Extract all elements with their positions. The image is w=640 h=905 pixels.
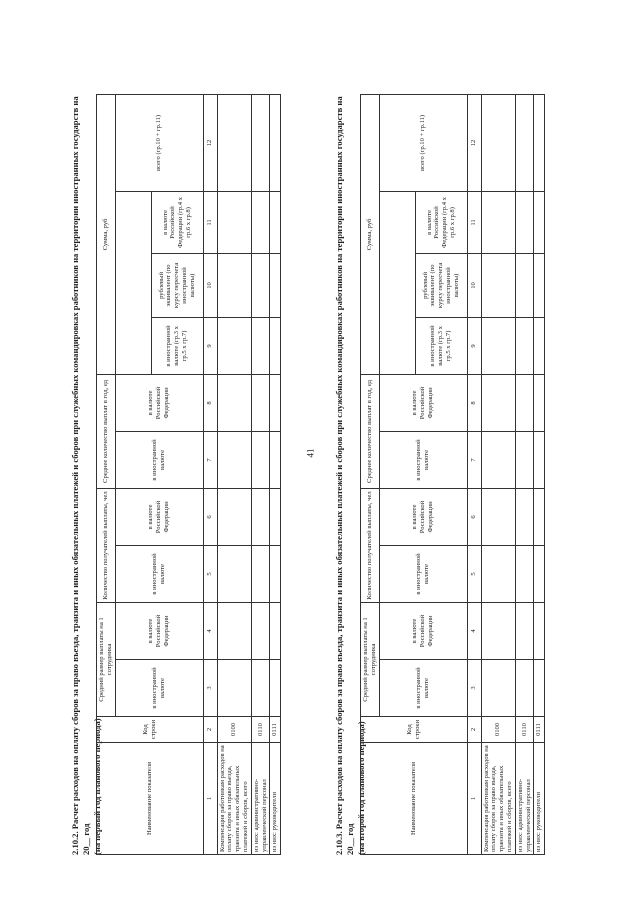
cell[interactable]	[515, 431, 534, 488]
header-sum-foreign: в иностранной валюте (гр.3 х гр.5 х гр.7)	[151, 317, 203, 374]
header-avg-pay: Средний размер выплаты на 1 сотрудника	[361, 602, 380, 716]
header-foreign: в иностранной валюте	[379, 660, 467, 717]
section-1-subtitle: (на первый год планового периода)	[92, 718, 102, 855]
col-number: 2	[203, 717, 217, 743]
cell[interactable]	[481, 253, 515, 317]
cell[interactable]	[270, 374, 281, 431]
cell[interactable]	[217, 374, 251, 431]
header-sum: Сумма, руб	[97, 94, 116, 374]
cell[interactable]	[481, 488, 515, 545]
header-count: Количество получателей выплаты, чел	[97, 488, 116, 602]
cell[interactable]	[251, 191, 270, 253]
rotated-document	[48, 73, 616, 875]
section-2-subtitle: (на второй год планового периода)	[356, 721, 366, 855]
cell[interactable]	[270, 660, 281, 717]
header-avg-qty: Среднее количество выплат в год, ед	[361, 374, 380, 488]
cell[interactable]	[515, 317, 534, 374]
col-number: 12	[467, 94, 481, 191]
cell[interactable]	[217, 488, 251, 545]
cell[interactable]	[217, 253, 251, 317]
header-sum-foreign: в иностранной валюте (гр.3 х гр.5 х гр.7)	[415, 317, 467, 374]
table-row	[217, 94, 251, 854]
cell[interactable]	[270, 488, 281, 545]
cell[interactable]	[270, 191, 281, 253]
cell[interactable]	[534, 317, 545, 374]
header-code: Код строки	[97, 717, 204, 743]
row-code: 0111	[534, 717, 545, 743]
header-total: всего (гр.10 + гр.11)	[379, 94, 467, 191]
row-name: из них: руководители	[534, 743, 545, 855]
cell[interactable]	[481, 602, 515, 659]
cell[interactable]	[534, 602, 545, 659]
row-code: 0111	[270, 717, 281, 743]
header-code: Код строки	[361, 717, 468, 743]
col-number: 4	[203, 602, 217, 659]
cell[interactable]	[515, 191, 534, 253]
header-sum-ruble-eq: рублевый эквивалент (по курсу пересчета иностранной валюты)	[415, 253, 467, 317]
section-2-title: 2.10.3. Расчет расходов на оплату сборов за право въезда, транзита и иных обязательных платежей и сборов при служебных командировках работников на территории иностранных государств на 20__ год	[334, 96, 355, 855]
cell[interactable]	[251, 253, 270, 317]
cell[interactable]	[481, 431, 515, 488]
header-foreign: в иностранной валюте	[115, 431, 203, 488]
table-row	[534, 94, 545, 854]
cell[interactable]	[251, 660, 270, 717]
header-name: Наименование показателя	[97, 743, 204, 855]
col-number: 6	[203, 488, 217, 545]
table-row	[270, 94, 281, 854]
col-number: 11	[467, 191, 481, 253]
cell[interactable]	[270, 431, 281, 488]
cell[interactable]	[534, 374, 545, 431]
header-sum-sub-blank	[379, 191, 415, 374]
table-row	[515, 94, 534, 854]
cell[interactable]	[515, 253, 534, 317]
cell[interactable]	[534, 431, 545, 488]
row-name: Компенсация работникам расходов на оплату сборов за право въезда, транзита и иных обязательных платежей и сборов, всего	[481, 743, 515, 855]
col-number: 10	[203, 253, 217, 317]
header-total: всего (гр.10 + гр.11)	[115, 94, 203, 191]
cell[interactable]	[217, 431, 251, 488]
header-rub: в валюте Российской Федерации	[115, 602, 203, 659]
col-number: 7	[203, 431, 217, 488]
row-code: 0110	[251, 717, 270, 743]
col-number: 9	[467, 317, 481, 374]
cell[interactable]	[515, 488, 534, 545]
cell[interactable]	[217, 317, 251, 374]
col-number: 6	[467, 488, 481, 545]
row-name: из них: руководители	[270, 743, 281, 855]
cell[interactable]	[515, 545, 534, 602]
header-sum-rub: в валюте Российской Федерации (гр.4 х гр.6 х гр.8)	[151, 191, 203, 253]
header-name: Наименование показателя	[361, 743, 468, 855]
cell[interactable]	[534, 94, 545, 191]
cell[interactable]	[534, 191, 545, 253]
header-sum-ruble-eq: рублевый эквивалент (по курсу пересчета иностранной валюты)	[151, 253, 203, 317]
col-number: 7	[467, 431, 481, 488]
section-1-table	[96, 94, 281, 855]
col-number: 5	[203, 545, 217, 602]
header-rub: в валюте Российской Федерации	[379, 374, 467, 431]
header-avg-qty: Среднее количество выплат в год, ед	[97, 374, 116, 488]
cell[interactable]	[534, 545, 545, 602]
section-1-title: 2.10.2. Расчет расходов на оплату сборов за право въезда, транзита и иных обязательных платежей и сборов при служебных командировках работников на территории иностранных государств на 20__ год	[70, 96, 91, 855]
col-number: 12	[203, 94, 217, 191]
cell[interactable]	[270, 253, 281, 317]
header-foreign: в иностранной валюте	[115, 545, 203, 602]
cell[interactable]	[270, 317, 281, 374]
cell[interactable]	[270, 602, 281, 659]
col-number: 10	[467, 253, 481, 317]
cell[interactable]	[270, 545, 281, 602]
col-number: 9	[203, 317, 217, 374]
cell[interactable]	[481, 94, 515, 191]
cell[interactable]	[481, 545, 515, 602]
cell[interactable]	[251, 545, 270, 602]
col-number: 5	[467, 545, 481, 602]
header-sum-rub: в валюте Российской Федерации (гр.4 х гр.6 х гр.8)	[415, 191, 467, 253]
col-number: 4	[467, 602, 481, 659]
header-avg-pay: Средний размер выплаты на 1 сотрудника	[97, 602, 116, 716]
cell[interactable]	[534, 253, 545, 317]
header-foreign: в иностранной валюте	[379, 545, 467, 602]
header-foreign: в иностранной валюте	[115, 660, 203, 717]
table-row	[481, 94, 515, 854]
cell[interactable]	[251, 602, 270, 659]
cell[interactable]	[251, 431, 270, 488]
header-count: Количество получателей выплаты, чел	[361, 488, 380, 602]
cell[interactable]	[270, 94, 281, 191]
cell[interactable]	[481, 374, 515, 431]
row-code: 0110	[515, 717, 534, 743]
col-number: 8	[203, 374, 217, 431]
col-number: 3	[467, 660, 481, 717]
row-code: 0100	[217, 717, 251, 743]
row-name: из них: административно-управленческий персонал	[515, 743, 534, 855]
header-foreign: в иностранной валюте	[379, 431, 467, 488]
col-number: 2	[467, 717, 481, 743]
col-number: 11	[203, 191, 217, 253]
col-number: 1	[203, 743, 217, 855]
header-rub: в валюте Российской Федерации	[379, 602, 467, 659]
cell[interactable]	[251, 488, 270, 545]
col-number: 8	[467, 374, 481, 431]
cell[interactable]	[217, 191, 251, 253]
cell[interactable]	[481, 660, 515, 717]
header-rub: в валюте Российской Федерации	[115, 488, 203, 545]
cell[interactable]	[481, 317, 515, 374]
header-sum-sub-blank	[115, 191, 151, 374]
header-rub: в валюте Российской Федерации	[379, 488, 467, 545]
row-name: из них: административно-управленческий персонал	[251, 743, 270, 855]
page-number: 41	[305, 448, 316, 458]
row-code: 0100	[481, 717, 515, 743]
section-2-table	[360, 94, 545, 855]
cell[interactable]	[217, 94, 251, 191]
cell[interactable]	[251, 317, 270, 374]
cell[interactable]	[251, 374, 270, 431]
table-row	[251, 94, 270, 854]
cell[interactable]	[534, 488, 545, 545]
cell[interactable]	[217, 602, 251, 659]
cell[interactable]	[515, 602, 534, 659]
cell[interactable]	[515, 94, 534, 191]
cell[interactable]	[251, 94, 270, 191]
cell[interactable]	[534, 660, 545, 717]
cell[interactable]	[515, 374, 534, 431]
cell[interactable]	[217, 660, 251, 717]
cell[interactable]	[481, 191, 515, 253]
header-sum: Сумма, руб	[361, 94, 380, 374]
cell[interactable]	[217, 545, 251, 602]
row-name: Компенсация работникам расходов на оплату сборов за право въезда, транзита и иных обязательных платежей и сборов, всего	[217, 743, 251, 855]
cell[interactable]	[515, 660, 534, 717]
col-number: 1	[467, 743, 481, 855]
header-rub: в валюте Российской Федерации	[115, 374, 203, 431]
col-number: 3	[203, 660, 217, 717]
